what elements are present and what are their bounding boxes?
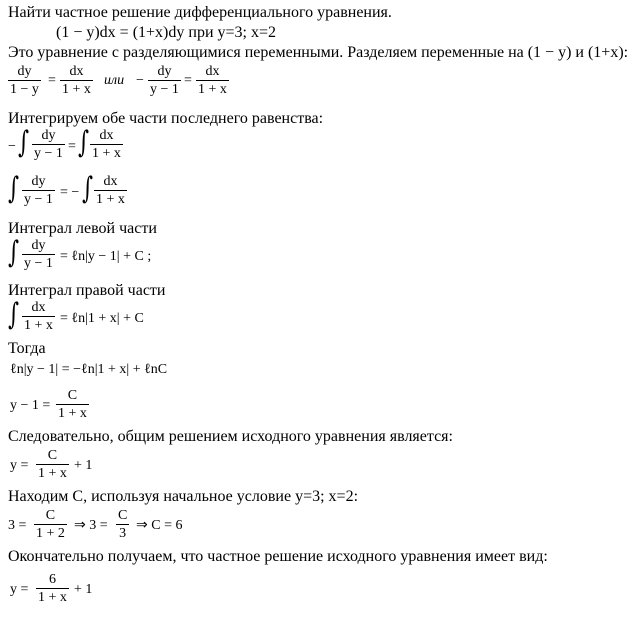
then-equation: ℓn|y − 1| = −ℓn|1 + x| + ℓnC bbox=[10, 362, 168, 377]
denominator: y − 1 bbox=[150, 82, 179, 97]
minus-sign: − bbox=[8, 139, 16, 154]
denominator: 1 + x bbox=[198, 82, 227, 97]
equals-sign: = bbox=[48, 73, 56, 88]
right-integral-title: Интеграл правой части bbox=[8, 282, 166, 299]
denominator: y − 1 bbox=[24, 192, 53, 207]
plus-one: + 1 bbox=[74, 458, 93, 473]
numerator: dy bbox=[31, 238, 46, 253]
fraction-bar bbox=[36, 588, 69, 589]
numerator: dy bbox=[157, 64, 172, 79]
plus-one: + 1 bbox=[74, 582, 93, 597]
integral-sign-icon: ∫ bbox=[78, 125, 89, 160]
fraction-dx-over-1-plus-x bbox=[60, 64, 93, 97]
denominator: 1 + 2 bbox=[36, 526, 65, 541]
denominator: 1 + x bbox=[92, 146, 121, 161]
task-text: Найти частное решение дифференциального уравнения. bbox=[8, 4, 392, 21]
fraction-c-over-1-plus-2 bbox=[34, 508, 67, 541]
equals-sign: = bbox=[68, 139, 76, 154]
fraction-bar bbox=[90, 144, 123, 145]
separable-text: Это уравнение с разделяющимися переменными. Разделяем переменные на (1 − y) и (1+x): bbox=[8, 44, 629, 61]
denominator: 1 + x bbox=[58, 406, 87, 421]
numerator: dx bbox=[205, 64, 220, 79]
fraction-bar bbox=[148, 80, 181, 81]
three-eq: 3 = bbox=[8, 518, 27, 533]
fraction-bar bbox=[60, 80, 93, 81]
numerator: C bbox=[67, 388, 78, 403]
numerator: dx bbox=[99, 128, 114, 143]
fraction-bar bbox=[22, 316, 55, 317]
denominator: 1 + x bbox=[24, 318, 53, 333]
integral-sign-icon: ∫ bbox=[18, 125, 29, 160]
numerator: C bbox=[45, 508, 56, 523]
y-eq: y = bbox=[10, 582, 29, 597]
denominator: y − 1 bbox=[34, 146, 63, 161]
numerator: dy bbox=[17, 64, 32, 79]
numerator: dy bbox=[31, 174, 46, 189]
fraction-bar bbox=[94, 190, 127, 191]
denominator: 1 + x bbox=[62, 82, 91, 97]
fraction-dx-over-1-plus-x bbox=[196, 64, 229, 97]
integral-sign-icon: ∫ bbox=[82, 171, 93, 206]
find-c-text: Находим C, используя начальное условие y=3; x=2: bbox=[8, 488, 359, 505]
y-eq: y = bbox=[10, 458, 29, 473]
equals-minus-sign: = − bbox=[60, 185, 80, 200]
fraction-bar bbox=[36, 464, 69, 465]
integral-sign-icon: ∫ bbox=[8, 235, 19, 270]
fraction-dy-over-1-minus-y bbox=[8, 64, 41, 97]
fraction-dy-over-y-minus-1 bbox=[22, 238, 55, 271]
left-integral-title: Интеграл левой части bbox=[8, 220, 157, 237]
denominator: 3 bbox=[119, 526, 127, 541]
fraction-bar bbox=[34, 524, 67, 525]
fraction-c-over-3 bbox=[116, 508, 129, 541]
final-text: Окончательно получаем, что частное решение исходного уравнения имеет вид: bbox=[8, 548, 548, 565]
fraction-6-over-1-plus-x bbox=[36, 572, 69, 605]
fraction-dx-over-1-plus-x bbox=[94, 174, 127, 207]
denominator: 1 − y bbox=[10, 82, 39, 97]
integral-sign-icon: ∫ bbox=[8, 297, 19, 332]
general-solution-text: Следовательно, общим решением исходного уравнения является: bbox=[8, 428, 453, 445]
numerator: dx bbox=[31, 300, 46, 315]
numerator: dy bbox=[41, 128, 56, 143]
y-minus-1-eq: y − 1 = bbox=[10, 398, 51, 413]
numerator: C bbox=[118, 508, 128, 523]
fraction-bar bbox=[32, 144, 65, 145]
denominator: 1 + x bbox=[38, 590, 67, 605]
denominator: 1 + x bbox=[96, 192, 125, 207]
fraction-bar bbox=[22, 190, 55, 191]
left-integral-result: = ℓn|y − 1| + C ; bbox=[60, 249, 152, 264]
minus-sign: − bbox=[136, 73, 144, 88]
fraction-bar bbox=[56, 404, 89, 405]
fraction-bar bbox=[8, 80, 41, 81]
denominator: y − 1 bbox=[24, 256, 53, 271]
implies-c-eq-6: ⇒ C = 6 bbox=[136, 518, 183, 533]
equation-text: (1 − y)dx = (1+x)dy при y=3; x=2 bbox=[56, 24, 276, 41]
fraction-c-over-1-plus-x bbox=[36, 448, 69, 481]
fraction-bar bbox=[22, 254, 55, 255]
right-integral-result: = ℓn|1 + x| + C bbox=[60, 311, 144, 326]
integral-sign-icon: ∫ bbox=[8, 171, 19, 206]
fraction-dy-over-y-minus-1 bbox=[32, 128, 65, 161]
fraction-bar bbox=[116, 524, 129, 525]
numerator: dx bbox=[69, 64, 84, 79]
numerator: dx bbox=[103, 174, 118, 189]
fraction-dx-over-1-plus-x bbox=[22, 300, 55, 333]
denominator: 1 + x bbox=[38, 466, 67, 481]
fraction-dx-over-1-plus-x bbox=[90, 128, 123, 161]
integrate-both-text: Интегрируем обе части последнего равенства: bbox=[8, 110, 324, 127]
then-text: Тогда bbox=[8, 340, 46, 357]
or-word: или bbox=[104, 73, 125, 88]
fraction-c-over-1-plus-x bbox=[56, 388, 89, 421]
numerator: 6 bbox=[48, 572, 56, 587]
implies-three-eq: ⇒ 3 = bbox=[74, 518, 108, 533]
equals-sign: = bbox=[184, 73, 192, 88]
numerator: C bbox=[47, 448, 58, 463]
fraction-bar bbox=[196, 80, 229, 81]
fraction-dy-over-y-minus-1 bbox=[22, 174, 55, 207]
fraction-dy-over-y-minus-1 bbox=[148, 64, 181, 97]
